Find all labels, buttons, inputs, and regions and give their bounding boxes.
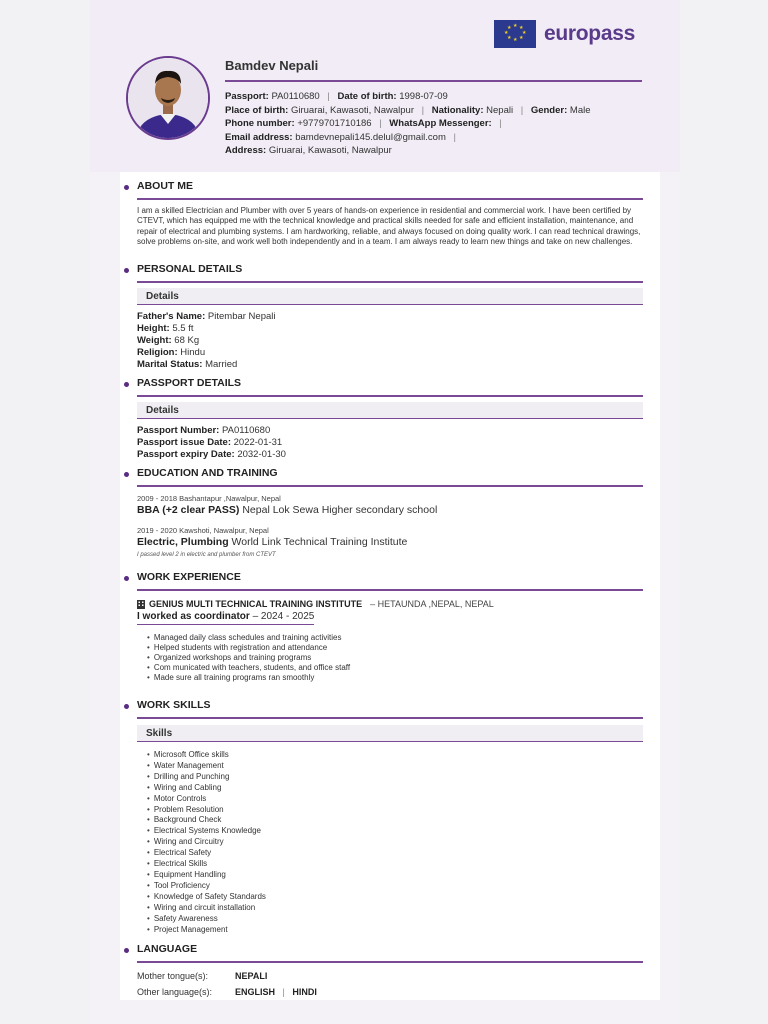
list-item: • Drilling and Punching: [147, 772, 266, 783]
about-title: ABOUT ME: [137, 180, 193, 192]
nationality-value: Nepali: [486, 104, 514, 116]
about-section: [120, 177, 660, 246]
list-item: • Wiring and circuit installation: [147, 903, 266, 914]
contact-info: Passport: PA0110680 | Date of birth: 1998-07-09 Place of birth: Giruarai, Kawasoti, Nawalpur | Nationality: Nepali | Gender: Male Phone number: +9779701710186 | WhatsApp Messenger: | Email address: bamdevnepali145.delul@gmail.com | Address: Giruarai, Kawasoti, Nawalpur: [225, 91, 591, 156]
address-label: Address:: [225, 145, 267, 156]
list-item: • Wiring and Circuitry: [147, 837, 266, 848]
skills-subheading: Skills: [137, 725, 643, 742]
work-section: [120, 568, 660, 683]
language-title: LANGUAGE: [137, 943, 198, 955]
list-item: • Background Check: [147, 815, 266, 826]
nationality-label: Nationality:: [431, 104, 484, 116]
cv-header: [90, 0, 680, 172]
personal-subheading: Details: [137, 288, 643, 305]
skills-list: [147, 750, 266, 935]
list-item: • Wiring and Cabling: [147, 783, 266, 794]
personal-section: [120, 260, 660, 370]
work-title: WORK EXPERIENCE: [137, 571, 241, 583]
work-org-name: GENIUS MULTI TECHNICAL TRAINING INSTITUTE: [149, 599, 363, 609]
language-section: [120, 940, 660, 997]
passport-section: [120, 374, 660, 460]
education-meta-1: 2009 - 2018 Bashantapur ,Nawalpur, Nepal: [137, 494, 281, 503]
list-item: • Managed daily class schedules and training activities: [147, 633, 350, 643]
skills-section: [120, 696, 660, 934]
list-item: • Equipment Handling: [147, 870, 266, 881]
name-divider: [225, 80, 642, 82]
list-item: • Helped students with registration and attendance: [147, 643, 350, 653]
personal-details-list: Father's Name: Pitembar Nepali Height: 5.5 ft Weight: 68 Kg Religion: Hindu Marital Status: Married: [137, 311, 276, 370]
education-note: I passed level 2 in electric and plumber from CTEVT: [137, 552, 276, 558]
personal-title: PERSONAL DETAILS: [137, 263, 243, 275]
passport-details-list: Passport Number: PA0110680 Passport issue Date: 2022-01-31 Passport expiry Date: 2032-01-30: [137, 425, 286, 460]
list-item: • Motor Controls: [147, 794, 266, 805]
gender-label: Gender:: [530, 104, 568, 116]
dob-label: Date of birth:: [337, 91, 397, 102]
cv-content: [120, 172, 660, 1000]
list-item: • Made sure all training programs ran smoothly: [147, 673, 350, 683]
list-item: • Organized workshops and training programs: [147, 653, 350, 663]
phone-value: +9779701710186: [297, 118, 372, 129]
list-item: • Water Management: [147, 761, 266, 772]
skills-title: WORK SKILLS: [137, 699, 211, 711]
other-languages: Other language(s): ENGLISH | HINDI: [137, 987, 317, 997]
list-item: • Com municated with teachers, students, and office staff: [147, 663, 350, 673]
list-item: • Microsoft Office skills: [147, 750, 266, 761]
list-item: • Problem Resolution: [147, 805, 266, 816]
work-role: I worked as coordinator – 2024 - 2025: [137, 611, 314, 625]
passport-value: PA0110680: [271, 91, 320, 102]
pob-label: Place of birth:: [225, 104, 289, 116]
phone-label: Phone number:: [225, 118, 295, 129]
passport-subheading: Details: [137, 402, 643, 419]
europass-logo: [494, 20, 635, 48]
cv-sheet: [90, 0, 680, 1024]
gender-value: Male: [569, 104, 591, 116]
education-title-2: Electric, Plumbing World Link Technical Training Institute: [137, 536, 408, 548]
profile-photo: [126, 56, 210, 140]
about-text: I am a skilled Electrician and Plumber with over 5 years of hands-on experience in residential and commercial work. I have been certified by CTEVT, which has equipped me with the technical knowledge and practical skills needed for safe and efficient installation, maintenance, and repair of electrical and plumbing systems. I am hardworking, reliable, and always focused on doing quality work. I can read technical drawings, solve problems on-site, and work well both independently and in a team. I am always ready to learn new things and take on new challenges.: [137, 206, 641, 246]
education-section: [120, 464, 660, 558]
passport-title: PASSPORT DETAILS: [137, 377, 242, 389]
address-value: Giruarai, Kawasoti, Nawalpur: [268, 145, 392, 156]
dob-value: 1998-07-09: [399, 91, 448, 102]
passport-label: Passport:: [225, 91, 269, 102]
list-item: • Electrical Skills: [147, 859, 266, 870]
work-org: [137, 599, 494, 609]
pob-value: Giruarai, Kawasoti, Nawalpur: [290, 104, 415, 116]
list-item: • Electrical Systems Knowledge: [147, 826, 266, 837]
logo-text: europass: [544, 22, 635, 45]
education-title: EDUCATION AND TRAINING: [137, 467, 278, 479]
email-link[interactable]: bamdevnepali145.delul@gmail.com: [295, 131, 446, 143]
eu-flag-icon: ★ ★ ★ ★ ★ ★ ★ ★: [494, 20, 536, 48]
list-item: • Electrical Safety: [147, 848, 266, 859]
work-duties: [147, 633, 350, 683]
candidate-name: Bamdev Nepali: [225, 58, 319, 73]
education-meta-2: 2019 - 2020 Kawshoti, Nawalpur, Nepal: [137, 526, 269, 535]
building-icon: [137, 600, 145, 609]
email-label: Email address:: [225, 131, 293, 143]
education-title-1: BBA (+2 clear PASS) Nepal Lok Sewa Higher secondary school: [137, 504, 438, 516]
work-location: – HETAUNDA ,NEPAL, NEPAL: [370, 599, 494, 609]
list-item: • Knowledge of Safety Standards: [147, 892, 266, 903]
whatsapp-label: WhatsApp Messenger:: [389, 118, 492, 129]
list-item: • Project Management: [147, 925, 266, 936]
list-item: • Safety Awareness: [147, 914, 266, 925]
mother-tongue: Mother tongue(s): NEPALI: [137, 971, 268, 981]
list-item: • Tool Proficiency: [147, 881, 266, 892]
